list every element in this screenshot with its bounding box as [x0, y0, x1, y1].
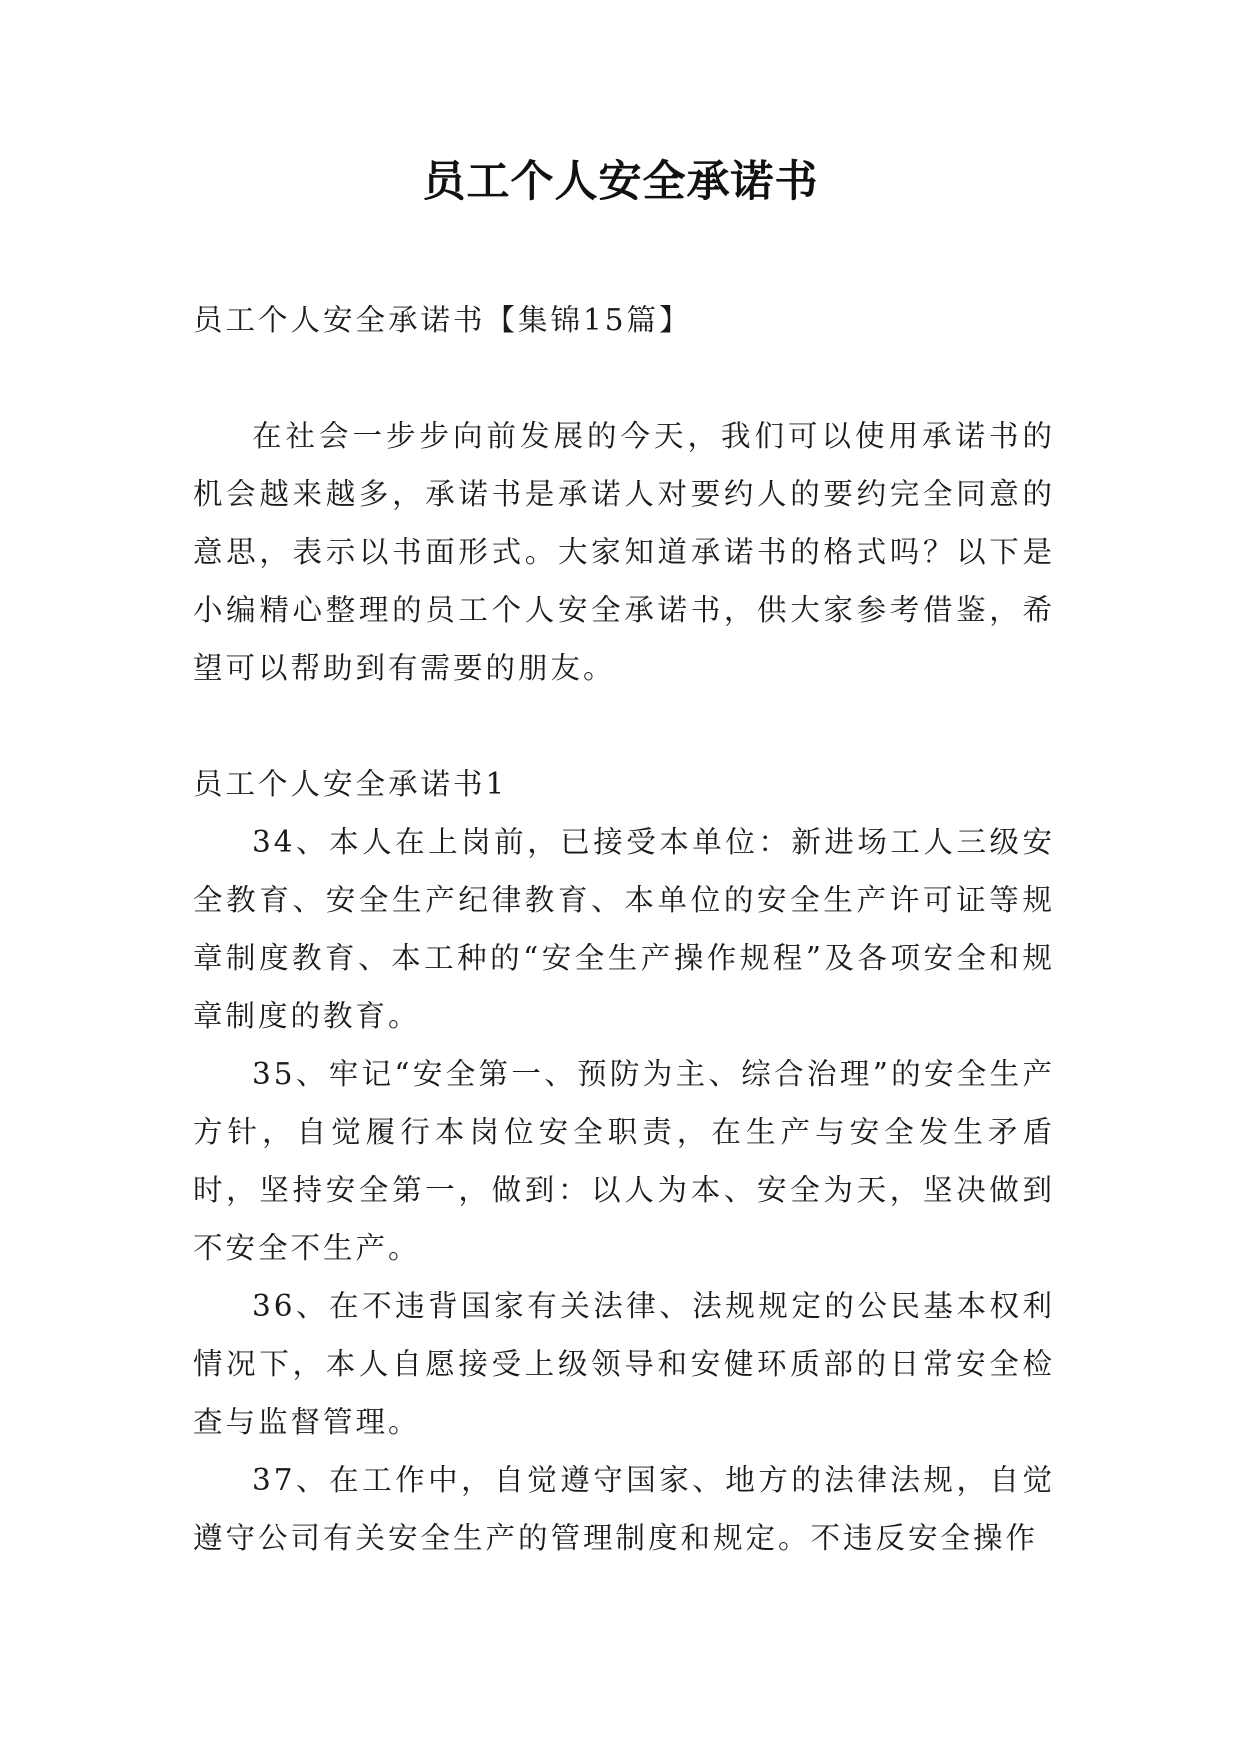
document-subtitle: 员工个人安全承诺书【集锦15篇】: [193, 303, 692, 337]
commitment-item: 34、本人在上岗前，已接受本单位：新进场工人三级安全教育、安全生产纪律教育、本单位的安全生产许可证等规章制度教育、本工种的“安全生产操作规程”及各项安全和规章制度的教育。: [193, 825, 1055, 1033]
document-body: [193, 291, 1055, 1567]
commitment-item: 35、牢记“安全第一、预防为主、综合治理”的安全生产方针，自觉履行本岗位安全职责，在生产与安全发生矛盾时，坚持安全第一，做到：以人为本、安全为天，坚决做到不安全不生产。: [193, 1057, 1055, 1265]
intro-paragraph: 在社会一步步向前发展的今天，我们可以使用承诺书的机会越来越多，承诺书是承诺人对要约人的要约完全同意的意思，表示以书面形式。大家知道承诺书的格式吗？以下是小编精心整理的员工个人安全承诺书，供大家参考借鉴，希望可以帮助到有需要的朋友。: [193, 419, 1055, 685]
commitment-item: 37、在工作中，自觉遵守国家、地方的法律法规，自觉遵守公司有关安全生产的管理制度和规定。不违反安全操作: [193, 1463, 1055, 1555]
document-title: 员工个人安全承诺书: [422, 157, 819, 207]
commitment-item: 36、在不违背国家有关法律、法规规定的公民基本权利情况下，本人自愿接受上级领导和安健环质部的日常安全检查与监督管理。: [193, 1289, 1055, 1439]
section-heading: 员工个人安全承诺书1: [193, 767, 508, 801]
